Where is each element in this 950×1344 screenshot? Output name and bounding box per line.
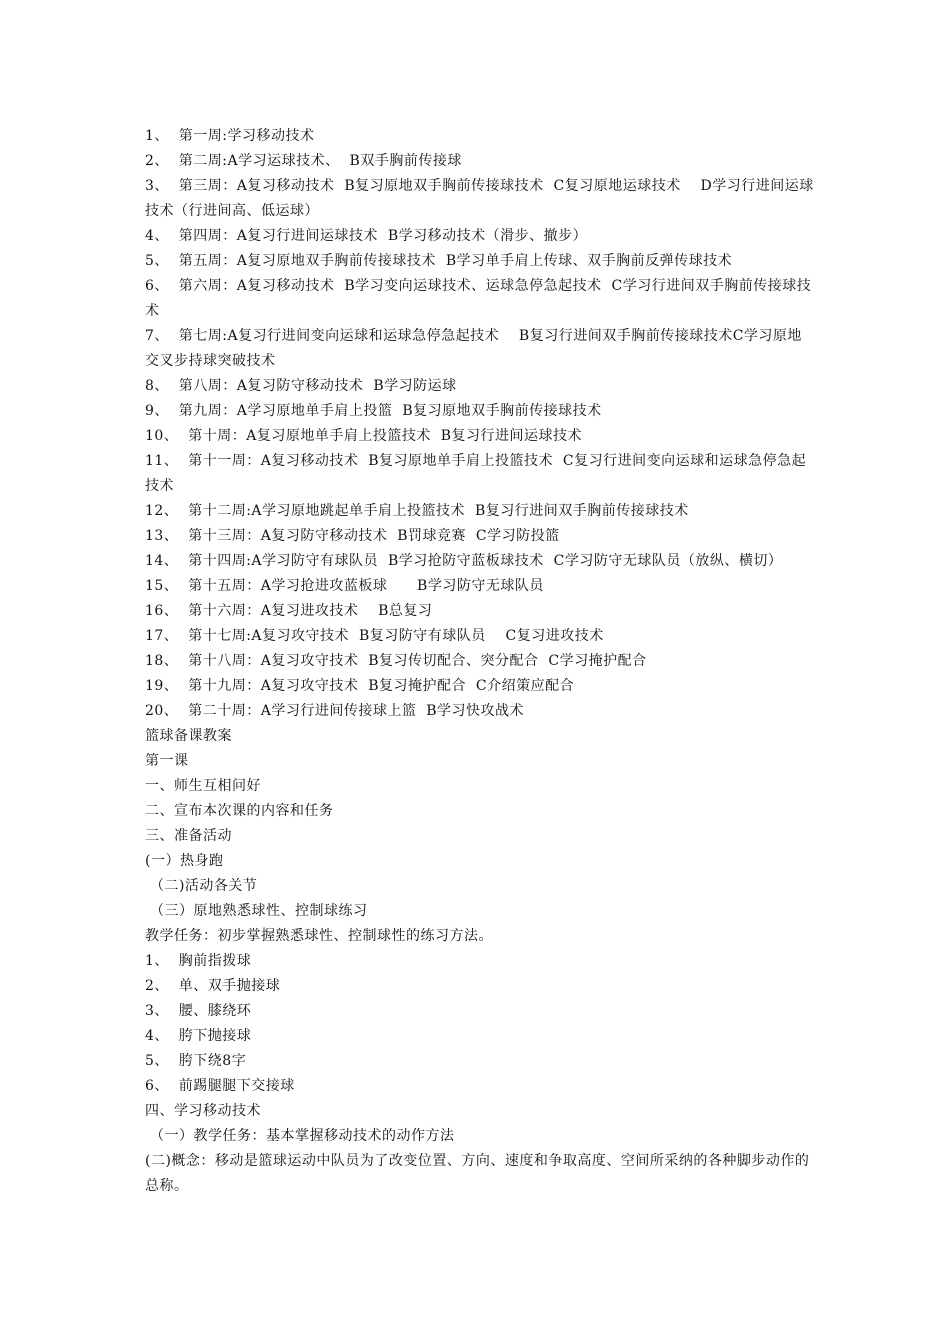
text-line: 5、 胯下绕8字: [145, 1053, 247, 1069]
text-line: 1、 第一周:学习移动技术: [145, 128, 315, 144]
document-body: [145, 124, 815, 1199]
text-line: （三）原地熟悉球性、控制球练习: [145, 903, 368, 919]
text-line: 四、学习移动技术: [145, 1103, 261, 1119]
text-line: 15、 第十五周：A学习抢进攻蓝板球 B学习防守无球队员: [145, 578, 544, 594]
text-line: 1、 胸前指拨球: [145, 953, 252, 969]
text-line: （二)活动各关节: [145, 878, 258, 894]
text-line: 2、 单、双手抛接球: [145, 978, 281, 994]
text-line: (一）热身跑: [145, 853, 224, 869]
text-line: 2、 第二周:A学习运球技术、 B双手胸前传接球: [145, 153, 462, 169]
text-line: 14、 第十四周:A学习防守有球队员 B学习抢防守蓝板球技术 C学习防守无球队员（放纵、横切）: [145, 553, 783, 569]
text-line: 17、 第十七周:A复习攻守技术 B复习防守有球队员 C复习进攻技术: [145, 628, 604, 644]
text-line: 12、 第十二周:A学习原地跳起单手肩上投篮技术 B复习行进间双手胸前传接球技术: [145, 503, 689, 519]
text-line: 13、 第十三周：A复习防守移动技术 B罚球竞赛 C学习防投篮: [145, 528, 560, 544]
text-line: 7、 第七周:A复习行进间变向运球和运球急停急起技术 B复习行进间双手胸前传接球技术C学习原地交叉步持球突破技术: [145, 328, 802, 369]
text-line: 一、师生互相问好: [145, 778, 261, 794]
text-line: 16、 第十六周：A复习进攻技术 B总复习: [145, 603, 433, 619]
text-line: 第一课: [145, 753, 189, 769]
text-line: 9、 第九周：A学习原地单手肩上投篮 B复习原地双手胸前传接球技术: [145, 403, 602, 419]
text-line: 4、 第四周：A复习行进间运球技术 B学习移动技术（滑步、撤步）: [145, 228, 588, 244]
text-line: 6、 第六周：A复习移动技术 B学习变向运球技术、运球急停急起技术 C学习行进间双手胸前传接球技术: [145, 278, 812, 319]
text-line: 篮球备课教案: [145, 728, 232, 744]
text-line: 3、 腰、膝绕环: [145, 1003, 252, 1019]
text-line: 二、宣布本次课的内容和任务: [145, 803, 334, 819]
text-line: 6、 前踢腿腿下交接球: [145, 1078, 295, 1094]
text-line: 三、准备活动: [145, 828, 232, 844]
text-line: 10、 第十周：A复习原地单手肩上投篮技术 B复习行进间运球技术: [145, 428, 583, 444]
text-line: （一）教学任务：基本掌握移动技术的动作方法: [145, 1128, 455, 1144]
text-line: 3、 第三周：A复习移动技术 B复习原地双手胸前传接球技术 C复习原地运球技术 D学习行进间运球技术（行进间高、低运球）: [145, 178, 814, 219]
text-line: 教学任务：初步掌握熟悉球性、控制球性的练习方法。: [145, 928, 493, 944]
text-line: 18、 第十八周：A复习攻守技术 B复习传切配合、突分配合 C学习掩护配合: [145, 653, 647, 669]
text-line: 8、 第八周：A复习防守移动技术 B学习防运球: [145, 378, 457, 394]
text-line: 4、 胯下抛接球: [145, 1028, 252, 1044]
text-line: 19、 第十九周：A复习攻守技术 B复习掩护配合 C介绍策应配合: [145, 678, 575, 694]
text-line: (二)概念：移动是篮球运动中队员为了改变位置、方向、速度和争取高度、空间所采纳的各种脚步动作的总称。: [145, 1153, 810, 1194]
text-line: 11、 第十一周：A复习移动技术 B复习原地单手肩上投篮技术 C复习行进间变向运球和运球急停急起技术: [145, 453, 807, 494]
text-line: 20、 第二十周：A学习行进间传接球上篮 B学习快攻战术: [145, 703, 525, 719]
text-line: 5、 第五周：A复习原地双手胸前传接球技术 B学习单手肩上传球、双手胸前反弹传球技术: [145, 253, 733, 269]
